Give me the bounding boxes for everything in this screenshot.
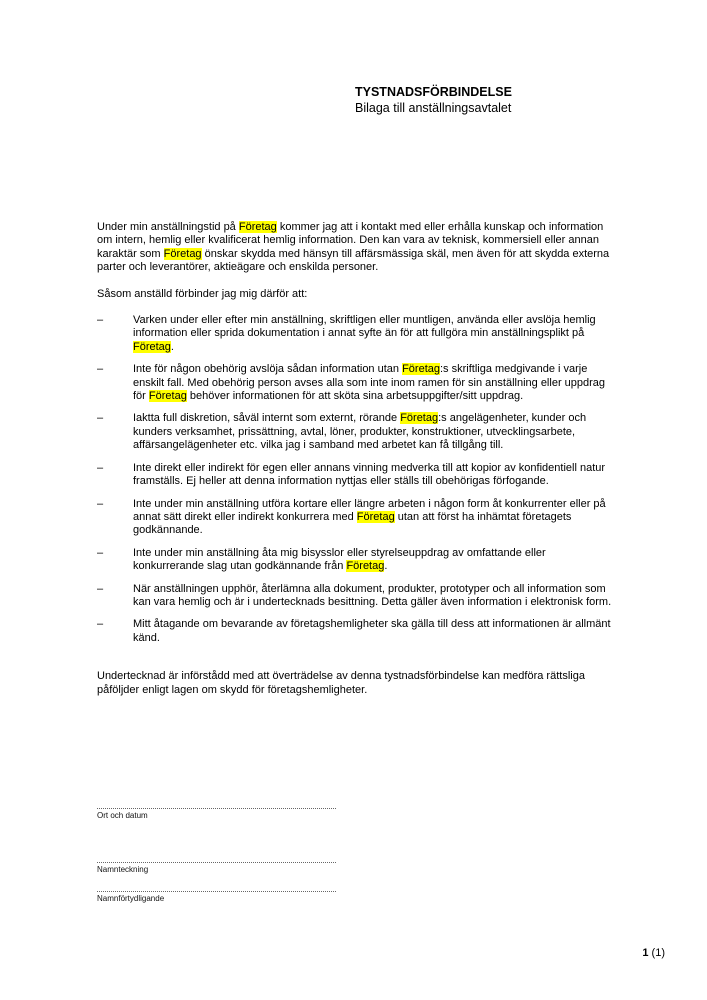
bullet-item: [97, 618, 614, 645]
text-segment: kommer jag att i kontakt med eller erhålla kunskap och information om intern, hemlig eller kvalificerat hemlig information. Den kan vara av teknisk, kommersiell eller annan karaktär som: [97, 221, 604, 260]
bullet-dash: –: [97, 314, 104, 327]
bullet-dash: –: [97, 546, 104, 559]
bullet-dash: –: [97, 363, 104, 376]
bullet-item: [97, 314, 614, 354]
bullet-item: [97, 583, 614, 610]
page-number-total: (1): [651, 947, 665, 959]
text-segment: utan att först ha inhämtat företagets godkännande.: [133, 510, 572, 537]
text-segment: Under min anställningstid på: [97, 221, 239, 233]
text-segment: Inte för någon obehörig avslöja sådan information utan: [133, 363, 403, 376]
bullet-text: [133, 618, 614, 645]
bullet-dash: –: [97, 461, 104, 474]
company-placeholder-highlight: Företag: [163, 247, 202, 260]
text-segment: Inte direkt eller indirekt för egen eller annans vinning medverka till att kopior av konfidentiell natur framställs. Ej heller att denna information nyttjas eller ställs till obehörigas förfogande.: [133, 461, 606, 488]
text-segment: behöver informationen för att sköta sina arbetsuppgifter/sitt uppdrag.: [186, 390, 524, 403]
bullet-item: [97, 462, 614, 489]
text-segment: Inte under min anställning utföra kortare eller längre arbeten i någon form åt konkurrenter eller på annat sätt direkt eller indirekt konkurrera med: [133, 497, 606, 523]
bullet-dash: –: [97, 497, 104, 510]
document-subtitle: Bilaga till anställningsavtalet: [355, 101, 512, 115]
company-placeholder-highlight: Företag: [400, 412, 439, 425]
text-segment: .: [170, 340, 174, 353]
text-segment: Varken under eller efter min anställning, skriftligen eller muntligen, använda eller avslöja hemlig information eller sprida dokumentation i annat syfte än för att fullgöra min anställningsplikt på: [133, 314, 596, 340]
text-segment: När anställningen upphör, återlämna alla dokument, produkter, prototyper och all information som kan vara hemlig och är i undertecknads besittning. Detta gäller även information i elektronisk form.: [133, 582, 612, 608]
company-placeholder-highlight: Företag: [133, 340, 171, 353]
title-block: [355, 84, 512, 116]
closing-paragraph: [97, 670, 614, 697]
company-placeholder-highlight: Företag: [402, 363, 440, 376]
bullet-item: [97, 498, 614, 538]
bullet-text: [133, 462, 614, 489]
signature-field-name-clarification: Namnförtydligande: [97, 891, 336, 904]
text-segment: önskar skydda med hänsyn till affärsmässiga skäl, men även för att skydda externa parter och leverantörer, aktieägare och enskilda personer.: [97, 247, 610, 274]
page-number-current: 1: [642, 947, 649, 959]
document-body: [97, 221, 614, 697]
company-placeholder-highlight: Företag: [346, 560, 385, 573]
signature-field-signature: Namnteckning: [97, 862, 336, 875]
text-segment: :s skriftliga medgivande i varje enskilt fall. Med obehörig person avses alla som inte inom ramen för sin anställning eller uppdrag för: [133, 363, 606, 403]
bullet-dash: –: [97, 412, 104, 425]
bullet-text: [133, 583, 614, 610]
bullet-item: [97, 547, 614, 574]
text-segment: .: [384, 560, 388, 573]
text-segment: Undertecknad är införstådd med att överträdelse av denna tystnadsförbindelse kan medföra rättsliga påföljder enligt lagen om skydd för företagshemligheter.: [97, 670, 585, 696]
signature-field-place-date: Ort och datum: [97, 808, 336, 821]
bullet-item: [97, 363, 614, 403]
bullet-item: [97, 412, 614, 452]
document-title: TYSTNADSFÖRBINDELSE: [355, 85, 512, 99]
text-segment: Mitt åtagande om bevarande av företagshemligheter ska gälla till dess att informationen är allmänt känd.: [133, 618, 611, 644]
bullet-text: [133, 412, 614, 452]
text-segment: Inte under min anställning åta mig bisysslor eller styrelseuppdrag av omfattande eller konkurrerande slag utan godkännande från: [133, 546, 546, 573]
bullet-text: [133, 547, 614, 574]
page-number: [642, 947, 665, 959]
bullet-text: [133, 314, 614, 354]
lead-in-paragraph: Såsom anställd förbinder jag mig därför att:: [97, 287, 308, 300]
company-placeholder-highlight: Företag: [148, 390, 187, 403]
company-placeholder-highlight: Företag: [356, 510, 395, 523]
intro-paragraph: [97, 221, 614, 275]
company-placeholder-highlight: Företag: [238, 221, 277, 233]
bullet-dash: –: [97, 582, 104, 595]
text-segment: :s angelägenheter, kunder och kunders verksamhet, prissättning, avtal, löner, produkter, konstruktioner, utvecklingsarbete, affärsangelägenheter etc. vilka jag i samband med arbetet kan få tillgång till.: [133, 412, 587, 452]
bullet-text: [133, 363, 614, 403]
bullet-dash: –: [97, 618, 104, 631]
text-segment: Iaktta full diskretion, såväl internt som externt, rörande: [133, 412, 401, 425]
bullet-text: [133, 498, 614, 538]
